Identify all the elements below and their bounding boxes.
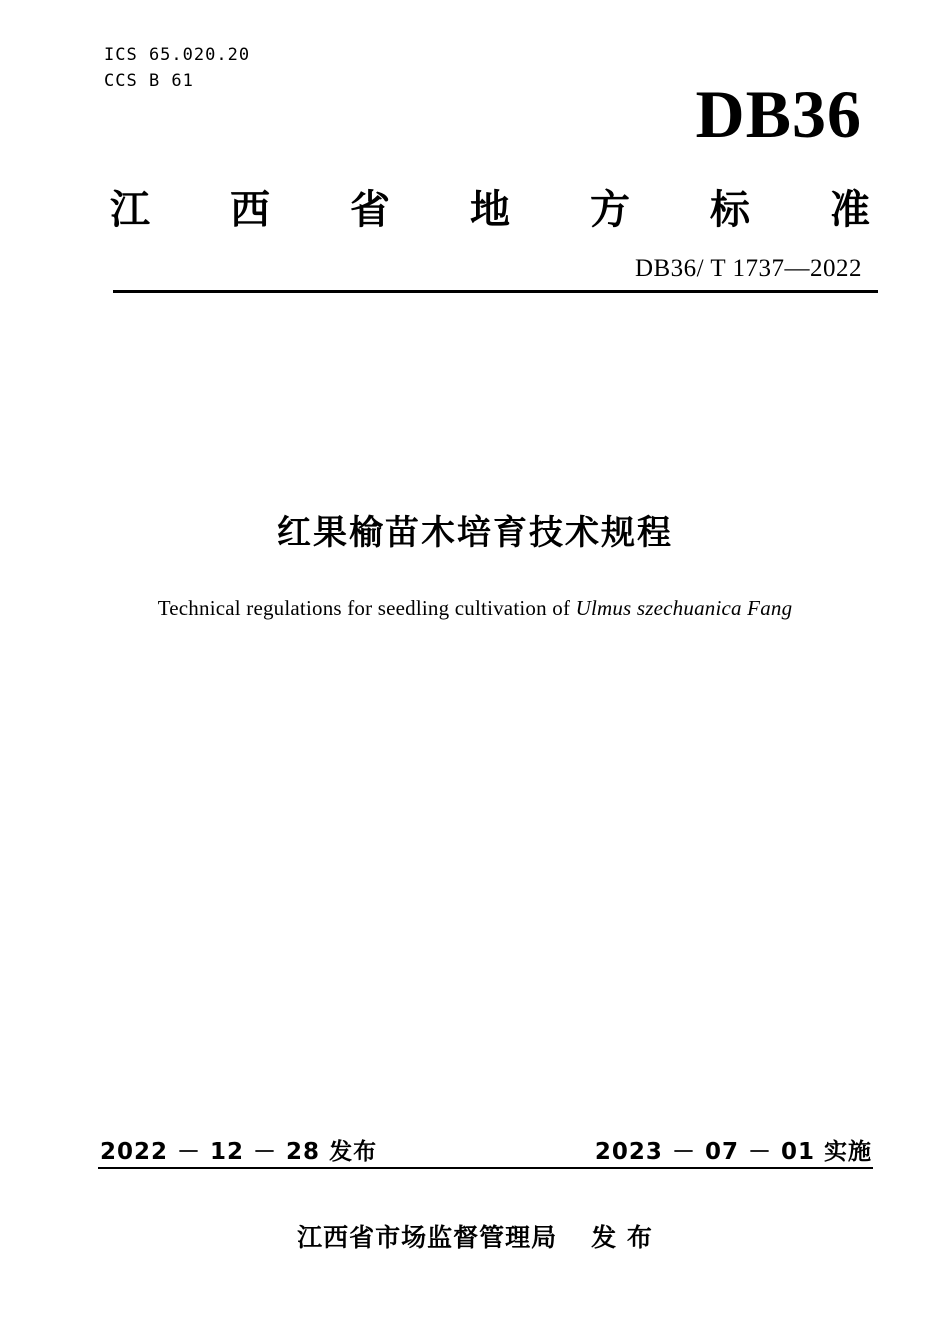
standard-type-char-3: 地	[470, 187, 510, 233]
implementation-date: 2023 － 07 － 01 实施	[594, 1139, 872, 1165]
issuing-authority-name: 江西省市场监督管理局	[297, 1223, 558, 1252]
document-title-english-prefix: Technical regulations for seedling cultivation of	[157, 596, 576, 620]
standard-number: DB36/ T 1737—2022	[634, 255, 862, 282]
footer-divider	[98, 1167, 873, 1169]
standard-type-char-0: 江	[110, 187, 150, 233]
standard-type-char-6: 准	[830, 187, 870, 233]
standard-type-char-1: 西	[230, 187, 270, 233]
standard-type-char-5: 标	[710, 187, 750, 233]
standard-type-char-4: 方	[590, 187, 630, 233]
ccs-code: CCS B 61	[104, 71, 194, 91]
document-title-english-species: Ulmus szechuanica Fang	[575, 596, 793, 620]
document-title-chinese: 红果榆苗木培育技术规程	[277, 513, 673, 553]
db36-logo: DB36	[695, 76, 862, 152]
document-title-english	[0, 596, 950, 621]
issuing-authority-action: 发 布	[591, 1223, 653, 1252]
ics-code: ICS 65.020.20	[104, 45, 251, 65]
classification-codes	[104, 42, 250, 94]
standard-type-char-2: 省	[350, 187, 390, 233]
header-divider	[113, 290, 878, 293]
release-date: 2022 － 12 － 28 发布	[100, 1139, 378, 1165]
issuing-authority	[0, 1218, 950, 1254]
standard-type-heading	[110, 178, 870, 235]
